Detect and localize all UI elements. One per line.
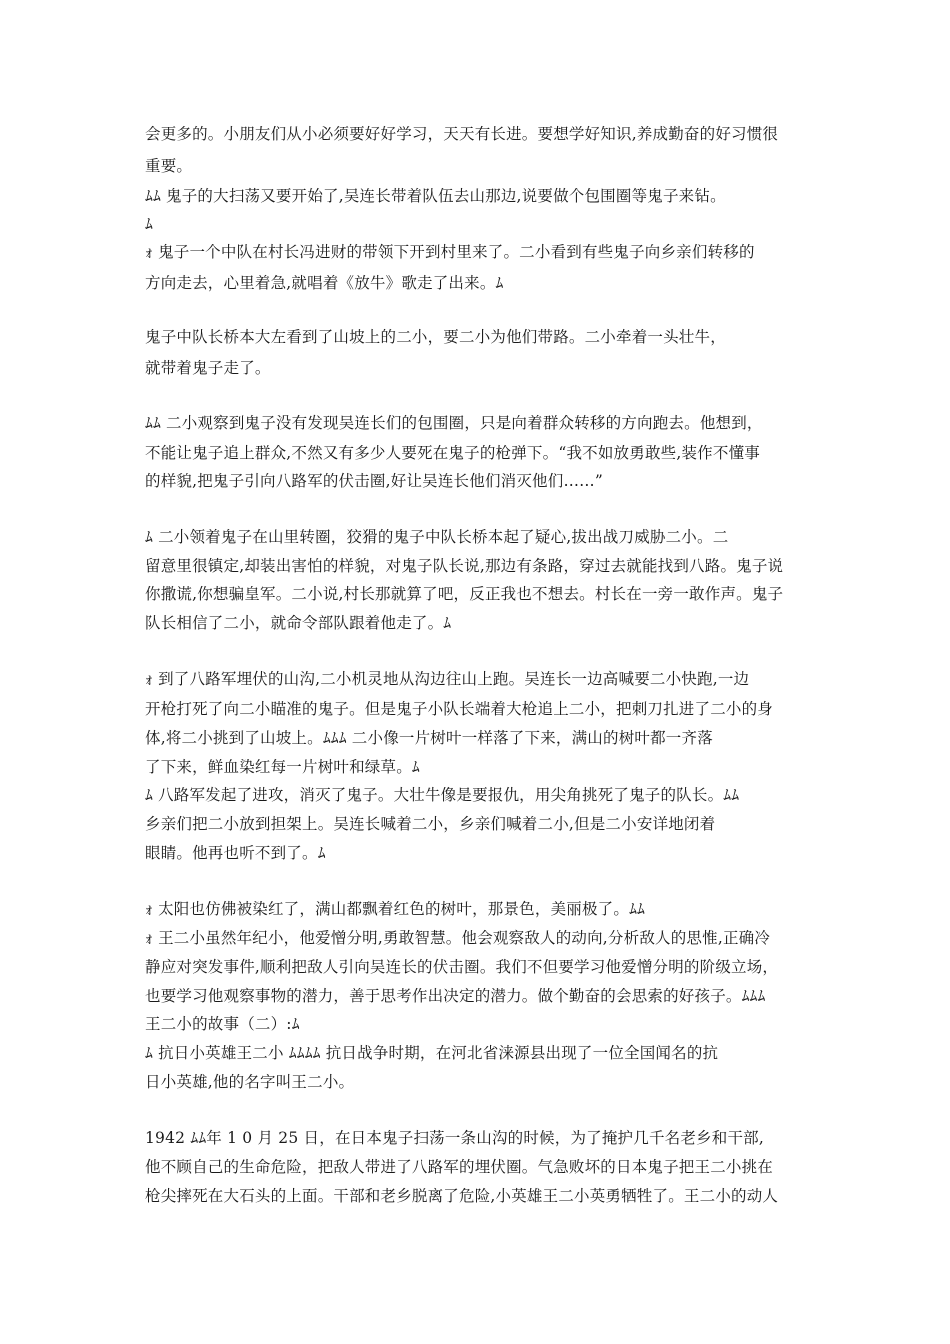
text-line: 会更多的。小朋友们从小必须要好好学习，天天有长进。要想学好知识,养成勤奋的好习惯很 bbox=[145, 125, 779, 143]
text-line: ﾑ bbox=[145, 215, 153, 233]
text-line: 重要。 bbox=[145, 157, 193, 175]
text-line: ﾑ 二小领着鬼子在山里转圈，狡猾的鬼子中队长桥本起了疑心,拔出战刀威胁二小。二 bbox=[145, 528, 729, 546]
text-line: ﾑ 抗日小英雄王二小 ﾑﾑﾑﾑ 抗日战争时期，在河北省涞源县出现了一位全国闻名的抗 bbox=[145, 1044, 719, 1062]
text-line: 他不顾自己的生命危险，把敌人带进了八路军的埋伏圈。气急败坏的日本鬼子把王二小挑在 bbox=[145, 1158, 774, 1176]
text-line: 日小英雄,他的名字叫王二小。 bbox=[145, 1073, 355, 1091]
text-line: ｫ 鬼子一个中队在村长冯进财的带领下开到村里来了。二小看到有些鬼子向乡亲们转移的 bbox=[145, 243, 755, 261]
text-line: 1942 ﾑﾑ年 1 0 月 25 日，在日本鬼子扫荡一条山沟的时候，为了掩护几千名老乡和干部, bbox=[145, 1129, 764, 1147]
text-line: 方向走去，心里着急,就唱着《放牛》歌走了出来。ﾑ bbox=[145, 274, 504, 292]
text-line: 队长相信了二小，就命令部队跟着他走了。ﾑ bbox=[145, 614, 452, 632]
text-line: 鬼子中队长桥本大左看到了山坡上的二小，要二小为他们带路。二小牵着一头壮牛， bbox=[145, 328, 726, 346]
text-line: 了下来，鲜血染红每一片树叶和绿草。ﾑ bbox=[145, 758, 420, 776]
text-line: 体,将二小挑到了山坡上。ﾑﾑﾑ 二小像一片树叶一样落了下来，满山的树叶都一齐落 bbox=[145, 729, 713, 747]
text-line: 王二小的故事（二）:ﾑ bbox=[145, 1015, 300, 1033]
text-line: 不能让鬼子追上群众,不然又有多少人要死在鬼子的枪弹下。“我不如放勇敢些,装作不懂事 bbox=[145, 444, 760, 462]
text-line: 就带着鬼子走了。 bbox=[145, 359, 271, 377]
text-line: 枪尖摔死在大石头的上面。干部和老乡脱离了危险,小英雄王二小英勇牺牲了。王二小的动人 bbox=[145, 1187, 779, 1205]
text-line: 也要学习他观察事物的潜力，善于思考作出决定的潜力。做个勤奋的会思索的好孩子。ﾑﾑﾑ bbox=[145, 987, 766, 1005]
text-line: 你撒谎,你想骗皇军。二小说,村长那就算了吧，反正我也不想去。村长在一旁一敢作声。鬼子 bbox=[145, 585, 784, 603]
text-line: ｫ 王二小虽然年纪小，他爱憎分明,勇敢智慧。他会观察敌人的动向,分析敌人的思惟,正确冷 bbox=[145, 929, 771, 947]
text-line: ｫ 到了八路军埋伏的山沟,二小机灵地从沟边往山上跑。吴连长一边高喊要二小快跑,一边 bbox=[145, 670, 750, 688]
text-line: ｫ 太阳也仿佛被染红了，满山都飘着红色的树叶，那景色，美丽极了。ﾑﾑ bbox=[145, 900, 645, 918]
text-line: 静应对突发事件,顺利把敌人引向吴连长的伏击圈。我们不但要学习他爱憎分明的阶级立场， bbox=[145, 958, 779, 976]
text-line: 眼睛。他再也听不到了。ﾑ bbox=[145, 844, 326, 862]
text-line: 留意里很镇定,却装出害怕的样貌，对鬼子队长说,那边有条路，穿过去就能找到八路。鬼子说 bbox=[145, 557, 784, 575]
text-line: 开枪打死了向二小瞄准的鬼子。但是鬼子小队长端着大枪追上二小，把刺刀扎进了二小的身 bbox=[145, 700, 774, 718]
text-line: ﾑﾑ 鬼子的大扫荡又要开始了,吴连长带着队伍去山那边,说要做个包围圈等鬼子来钻。 bbox=[145, 187, 726, 205]
text-line: 乡亲们把二小放到担架上。吴连长喊着二小，乡亲们喊着二小,但是二小安详地闭着 bbox=[145, 815, 716, 833]
text-line: ﾑﾑ 二小观察到鬼子没有发现吴连长们的包围圈，只是向着群众转移的方向跑去。他想到， bbox=[145, 414, 763, 432]
text-line: ﾑ 八路军发起了进攻，消灭了鬼子。大壮牛像是要报仇，用尖角挑死了鬼子的队长。ﾑﾑ bbox=[145, 786, 740, 804]
text-line: 的样貌,把鬼子引向八路军的伏击圈,好让吴连长他们消灭他们……” bbox=[145, 472, 603, 490]
